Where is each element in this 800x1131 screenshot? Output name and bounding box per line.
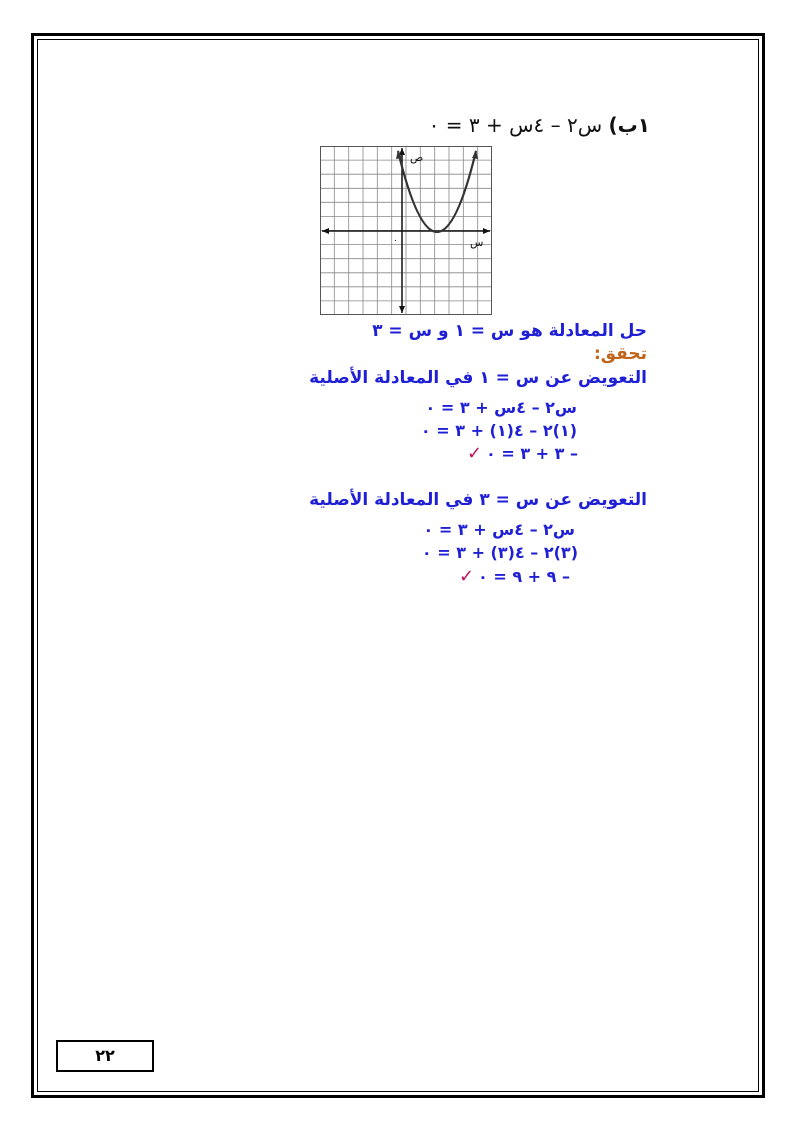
check1-line1: س٢ – ٤س + ٣ = ٠ — [425, 398, 577, 417]
verify-heading: تحقق: — [594, 344, 647, 364]
check1-line3-text: – ٣ + ٣ = ٠ — [486, 444, 578, 463]
page-number: ٢٢ — [56, 1040, 154, 1072]
check-mark-icon: ✓ — [458, 566, 475, 587]
problem-statement — [429, 113, 650, 137]
check2-line1: س٢ – ٤س + ٣ = ٠ — [423, 520, 575, 539]
check2-line3 — [459, 566, 570, 587]
check2-line2: (٣)٢ – ٤(٣) + ٣ = ٠ — [421, 543, 578, 562]
problem-equation: س٢ – ٤س + ٣ = ٠ — [428, 113, 603, 137]
check2-line3-text: – ٩ + ٩ = ٠ — [478, 567, 570, 586]
check1-line3 — [467, 443, 578, 464]
problem-label: ١ب) — [608, 113, 650, 137]
origin-label: ٠ — [393, 236, 398, 246]
check1-line2: (١)٢ – ٤(١) + ٣ = ٠ — [420, 421, 577, 440]
x-axis-label: س — [470, 236, 484, 249]
check1-heading: التعويض عن س = ١ في المعادلة الأصلية — [309, 368, 647, 388]
parabola-graph — [320, 146, 492, 315]
y-axis-label: ص — [410, 151, 424, 164]
check2-heading: التعويض عن س = ٣ في المعادلة الأصلية — [309, 490, 647, 510]
check-mark-icon: ✓ — [466, 443, 483, 464]
solution-statement: حل المعادلة هو س = ١ و س = ٣ — [372, 321, 647, 341]
